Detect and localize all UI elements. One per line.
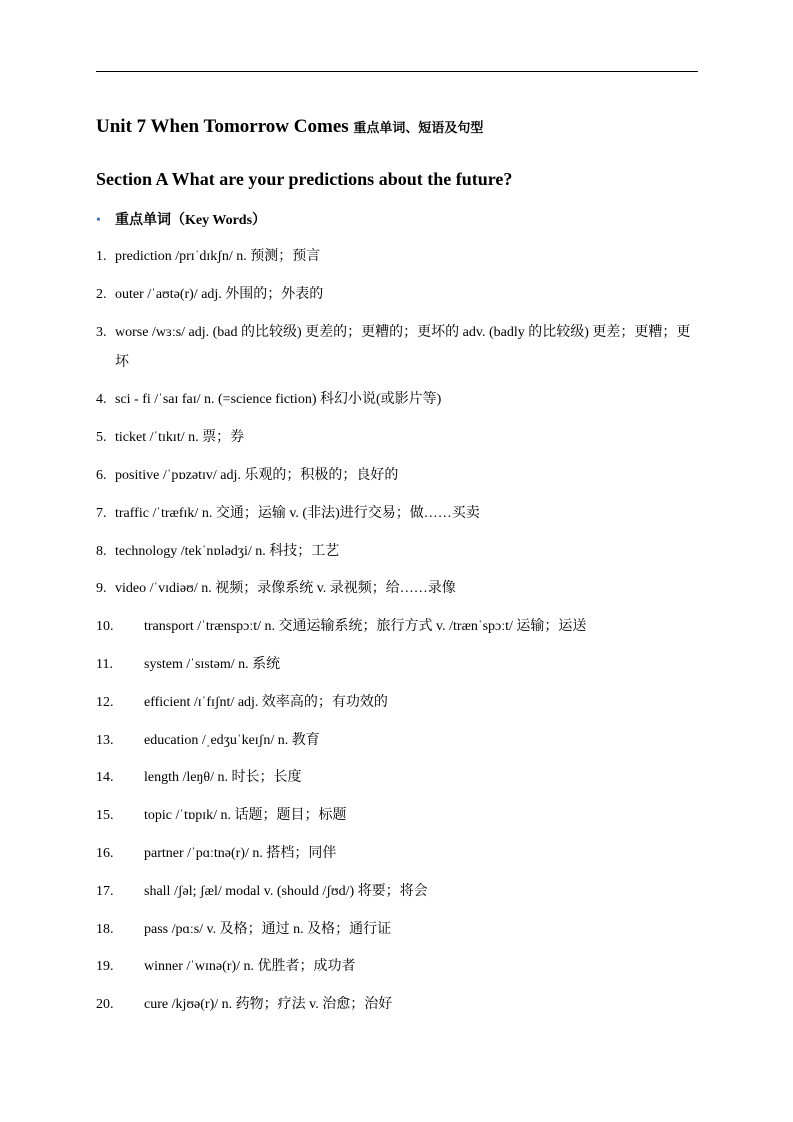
item-number: 12. xyxy=(96,695,114,710)
item-text: partner /ˈpɑːtnə(r)/ n. 搭档；同伴 xyxy=(144,846,337,861)
item-text: sci - fi /ˈsaɪ faɪ/ n. (=science fiction) 科幻小说(或影片等) xyxy=(115,392,442,407)
section-heading: Section A What are your predictions about the future? xyxy=(96,169,513,189)
item-text: efficient /ɪˈfɪʃnt/ adj. 效率高的；有功效的 xyxy=(144,695,388,710)
item-text: cure /kjʊə(r)/ n. 药物；疗法 v. 治愈；治好 xyxy=(144,997,393,1012)
item-number: 7. xyxy=(96,506,107,521)
item-text: transport /ˈtrænspɔːt/ n. 交通运输系统；旅行方式 v. /trænˈspɔːt/ 运输；运送 xyxy=(144,619,587,634)
item-text: pass /pɑːs/ v. 及格；通过 n. 及格；通行证 xyxy=(144,922,392,937)
item-text: winner /ˈwɪnə(r)/ n. 优胜者；成功者 xyxy=(144,959,356,974)
item-text: shall /ʃəl; ʃæl/ modal v. (should /ʃʊd/) 将要；将会 xyxy=(144,884,428,899)
item-number: 20. xyxy=(96,997,114,1012)
keywords-heading-text: 重点单词（Key Words） xyxy=(115,213,267,228)
title-main: Unit 7 When Tomorrow Comes xyxy=(96,116,349,137)
bullet-icon: • xyxy=(96,213,101,228)
item-text: system /ˈsɪstəm/ n. 系统 xyxy=(144,657,281,672)
item-number: 18. xyxy=(96,922,114,937)
item-text: ticket /ˈtɪkɪt/ n. 票；券 xyxy=(115,430,245,445)
item-number: 2. xyxy=(96,287,107,302)
item-number: 17. xyxy=(96,884,114,899)
item-number: 1. xyxy=(96,249,107,264)
item-number: 8. xyxy=(96,544,107,559)
item-number: 13. xyxy=(96,733,114,748)
item-number: 10. xyxy=(96,619,114,634)
item-number: 5. xyxy=(96,430,107,445)
item-text: positive /ˈpɒzətɪv/ adj. 乐观的；积极的；良好的 xyxy=(115,468,399,483)
item-text: education /ˌedʒuˈkeɪʃn/ n. 教育 xyxy=(144,733,320,748)
item-text: topic /ˈtɒpɪk/ n. 话题；题目；标题 xyxy=(144,808,347,823)
header-rule xyxy=(96,71,698,72)
page-title xyxy=(96,116,483,138)
keywords-heading xyxy=(96,209,266,229)
item-text: length /leŋθ/ n. 时长；长度 xyxy=(144,770,302,785)
item-number: 14. xyxy=(96,770,114,785)
item-number: 19. xyxy=(96,959,114,974)
item-number: 3. xyxy=(96,325,107,340)
item-text: outer /ˈaʊtə(r)/ adj. 外围的；外表的 xyxy=(115,287,324,302)
item-text: video /ˈvɪdiəʊ/ n. 视频；录像系统 v. 录视频；给……录像 xyxy=(115,581,456,596)
item-number: 11. xyxy=(96,657,113,672)
item-number: 16. xyxy=(96,846,114,861)
item-number: 4. xyxy=(96,392,107,407)
title-subtitle: 重点单词、短语及句型 xyxy=(353,120,484,135)
item-number: 6. xyxy=(96,468,107,483)
item-text: traffic /ˈtræfɪk/ n. 交通；运输 v. (非法)进行交易；做……买卖 xyxy=(115,506,480,521)
item-text: prediction /prɪˈdɪkʃn/ n. 预测；预言 xyxy=(115,249,321,264)
item-number: 15. xyxy=(96,808,114,823)
item-number: 9. xyxy=(96,581,107,596)
item-text: technology /tekˈnɒlədʒi/ n. 科技；工艺 xyxy=(115,544,340,559)
item-text: worse /wɜːs/ adj. (bad 的比较级) 更差的；更糟的；更坏的 adv. (badly 的比较级) 更差；更糟；更坏 xyxy=(115,325,691,370)
